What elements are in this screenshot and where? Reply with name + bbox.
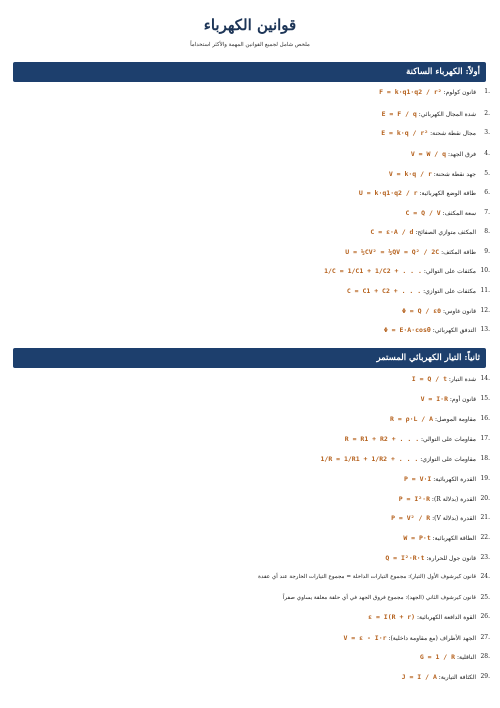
law-text	[319, 453, 477, 466]
law-row	[0, 373, 500, 385]
law-label: طاقة المكثف:	[439, 249, 476, 256]
law-label: القدرة (بدلالة V):	[430, 515, 476, 522]
law-label: قانون غاوس:	[441, 308, 476, 315]
law-text	[410, 373, 476, 386]
law-row	[0, 632, 500, 644]
law-row	[0, 433, 500, 445]
law-row	[0, 532, 500, 544]
law-number: 18.	[480, 455, 490, 462]
law-formula: 1/C = 1/C1 + 1/C2 + . . .	[324, 267, 422, 275]
law-number: 26.	[480, 613, 490, 620]
law-row	[0, 611, 500, 623]
law-label: قانون كيرشوف الأول (التيار): مجموع التيارات الداخلة = مجموع التيارات الخارجة عند أي عقدة	[258, 574, 476, 580]
law-row	[0, 148, 500, 160]
law-label: القدرة الكهربائية:	[431, 476, 476, 483]
law-formula: U = k·q1·q2 / r	[358, 189, 418, 197]
law-formula: R = R1 + R2 + . . .	[344, 435, 420, 443]
law-row	[0, 246, 500, 258]
law-number: 20.	[480, 495, 490, 502]
law-row	[0, 651, 500, 663]
law-text	[366, 611, 476, 624]
law-label: مقاومات على التوالي:	[419, 436, 476, 443]
law-number: 3.	[484, 129, 490, 136]
law-number: 23.	[480, 554, 490, 561]
law-number: 4.	[484, 150, 490, 157]
law-text	[345, 285, 476, 298]
law-label: الناقلية:	[455, 654, 476, 661]
law-label: مقاومات على التوازي:	[418, 456, 476, 463]
law-number: 9.	[484, 248, 490, 255]
law-text	[387, 168, 476, 181]
law-label: القدرة (بدلالة R):	[430, 496, 476, 503]
law-text	[409, 148, 476, 161]
law-formula: I = Q / t	[411, 375, 447, 383]
law-label: شدة التيار:	[447, 376, 476, 383]
page-subtitle: ملخص شامل لجميع القوانين المهمة والأكثر استخداماً	[190, 42, 310, 48]
law-row	[0, 493, 500, 505]
law-formula: U = ½CV² = ½QV = Q² / 2C	[345, 248, 440, 256]
section-header-electrostatics: أولاً: الكهرباء الساكنة	[13, 62, 486, 82]
law-text	[418, 651, 476, 664]
law-text	[322, 265, 476, 278]
law-number: 5.	[484, 170, 490, 177]
law-formula: P = V·I	[403, 475, 432, 483]
law-text	[377, 86, 476, 99]
law-row	[0, 393, 500, 405]
law-number: 19.	[480, 475, 490, 482]
law-text	[380, 108, 476, 121]
law-label: قانون جول للحرارة:	[424, 555, 476, 562]
law-text	[368, 226, 476, 239]
law-text	[400, 305, 476, 318]
law-row	[0, 324, 500, 336]
law-text	[343, 246, 476, 259]
law-row	[0, 285, 500, 297]
law-number: 27.	[480, 634, 490, 641]
law-label: مقاومة الموصل:	[433, 416, 476, 423]
law-number: 28.	[480, 653, 490, 660]
law-number: 7.	[484, 209, 490, 216]
law-row	[0, 127, 500, 139]
law-number: 29.	[480, 673, 490, 680]
law-row	[0, 305, 500, 317]
law-formula: P = V² / R	[391, 514, 431, 522]
law-formula: V = W / q	[410, 150, 447, 158]
law-formula: R = ρ·L / A	[390, 415, 434, 423]
law-formula: Φ = Q / ε0	[401, 307, 442, 315]
law-number: 11.	[480, 287, 490, 294]
law-text	[400, 671, 476, 684]
law-number: 24.	[480, 573, 490, 580]
law-row	[0, 108, 500, 120]
law-label: القوة الدافعة الكهربائية:	[415, 614, 476, 621]
section-header-dc-current: ثانياً: التيار الكهربائي المستمر	[13, 348, 486, 368]
law-number: 15.	[480, 395, 490, 402]
law-formula: P = I²·R	[398, 495, 431, 503]
law-formula: V = ε - I·r	[343, 634, 387, 642]
law-number: 1.	[484, 88, 490, 95]
law-text	[403, 207, 476, 220]
law-formula: C = ε·A / d	[370, 228, 414, 236]
law-row	[0, 207, 500, 219]
law-text	[357, 187, 476, 200]
law-text	[401, 532, 476, 545]
law-label: الكثافة التيارية:	[436, 674, 476, 681]
law-number: 12.	[480, 307, 490, 314]
law-label: فرق الجهد:	[446, 151, 476, 158]
law-row	[0, 168, 500, 180]
law-text	[341, 632, 476, 645]
law-text	[388, 413, 476, 426]
law-label: مجال نقطة شحنة:	[428, 130, 476, 137]
law-row	[0, 453, 500, 465]
law-formula: W = P·t	[403, 534, 431, 542]
law-row	[0, 571, 500, 583]
law-label: التدفق الكهربائي:	[430, 327, 476, 334]
law-row	[0, 473, 500, 485]
law-number: 6.	[484, 189, 490, 196]
law-text	[382, 324, 476, 337]
law-formula: J = I / A	[401, 673, 437, 681]
law-text	[343, 433, 476, 446]
law-row	[0, 552, 500, 564]
law-formula: V = k·q / r	[388, 170, 432, 178]
law-row	[0, 187, 500, 199]
law-row	[0, 413, 500, 425]
law-label: الجهد الأطراف (مع مقاومة داخلية):	[386, 635, 476, 642]
law-row	[0, 265, 500, 277]
law-text	[383, 552, 476, 565]
law-label: قانون كولوم:	[441, 89, 476, 96]
law-number: 13.	[480, 326, 490, 333]
law-formula: E = k·q / r²	[381, 129, 429, 137]
law-number: 16.	[480, 415, 490, 422]
law-row	[0, 671, 500, 683]
law-number: 25.	[480, 594, 490, 601]
law-text	[389, 512, 476, 525]
law-row	[0, 512, 500, 524]
law-label: جهد نقطة شحنة:	[431, 171, 476, 178]
law-number: 17.	[480, 435, 490, 442]
law-number: 8.	[484, 228, 490, 235]
law-formula: G = 1 / R	[419, 653, 456, 661]
law-formula: Φ = E·A·cosθ	[383, 326, 431, 334]
law-label: المكثف متوازي الصفائح:	[413, 229, 476, 236]
law-row	[0, 226, 500, 238]
law-label: قانون أوم:	[448, 396, 476, 403]
law-formula: Q = I²·R·t	[385, 554, 425, 562]
law-label: مكثفات على التوازي:	[421, 288, 476, 295]
law-text	[419, 393, 476, 406]
law-row	[0, 592, 500, 604]
law-label: قانون كيرشوف الثاني (الجهد): مجموع فروق الجهد في أي حلقة مغلقة يساوي صفراً	[282, 595, 476, 601]
law-formula: V = I·R	[420, 395, 448, 403]
page-title: قوانين الكهرباء	[203, 16, 297, 34]
law-formula: 1/R = 1/R1 + 1/R2 + . . .	[320, 455, 419, 463]
law-row	[0, 86, 500, 98]
law-label: الطاقة الكهربائية:	[430, 535, 476, 542]
law-formula: C = C1 + C2 + . . .	[346, 287, 422, 295]
law-number: 2.	[484, 110, 490, 117]
law-text	[379, 127, 476, 140]
law-label: سعة المكثف:	[440, 210, 476, 217]
law-formula: C = Q / V	[405, 209, 441, 217]
law-text	[402, 473, 476, 486]
law-number: 21.	[480, 514, 490, 521]
law-label: طاقة الوضع الكهربائية:	[417, 190, 476, 197]
law-formula: ε = I(R + r)	[368, 613, 416, 621]
law-formula: F = k·q1·q2 / r²	[379, 88, 442, 96]
law-number: 22.	[480, 534, 490, 541]
law-text	[397, 493, 476, 506]
law-number: 10.	[480, 267, 490, 274]
law-label: شدة المجال الكهربائي:	[416, 111, 476, 118]
law-number: 14.	[480, 375, 490, 382]
law-formula: E = F / q	[381, 110, 417, 118]
law-label: مكثفات على التوالي:	[421, 268, 476, 275]
